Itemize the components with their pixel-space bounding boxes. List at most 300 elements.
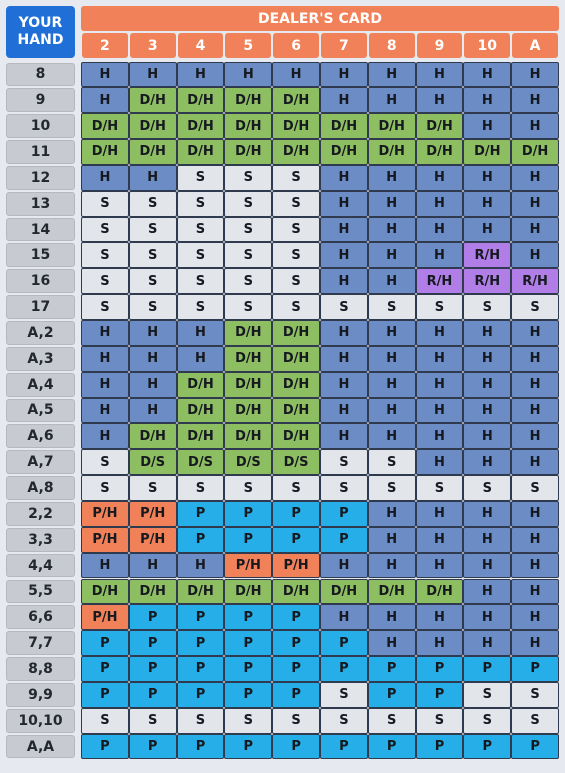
dealer-card-7: 7 [321,33,367,58]
strategy-cell: H [81,553,129,579]
strategy-cell: D/H [272,346,320,372]
strategy-cell: P [224,656,272,682]
strategy-cell: P [511,734,559,760]
strategy-cell: H [81,398,129,424]
strategy-cell: H [81,320,129,346]
strategy-cell: D/H [320,139,368,165]
strategy-cell: H [368,630,416,656]
strategy-cell: S [224,217,272,243]
strategy-cell: D/S [224,449,272,475]
strategy-cell: H [320,217,368,243]
strategy-cell: D/H [177,87,225,113]
strategy-cell: D/H [224,579,272,605]
strategy-cell: H [511,191,559,217]
strategy-cell: D/H [272,87,320,113]
strategy-cell: P [177,501,225,527]
strategy-cell: P/H [81,527,129,553]
strategy-cell: S [320,708,368,734]
hand-label-16: 16 [6,269,75,293]
strategy-cell: D/H [129,579,177,605]
strategy-cell: P [129,656,177,682]
strategy-cell: P [320,501,368,527]
strategy-cell: H [224,62,272,88]
strategy-cell: H [463,165,511,191]
strategy-cell: P [177,656,225,682]
strategy-cell: H [320,62,368,88]
strategy-cell: S [368,294,416,320]
strategy-cell: D/H [224,139,272,165]
dealer-card-8: 8 [369,33,415,58]
strategy-cell: D/H [416,579,464,605]
strategy-cell: S [129,475,177,501]
strategy-cell: H [463,217,511,243]
strategy-cell: S [177,165,225,191]
strategy-cell: H [416,398,464,424]
strategy-cell: H [177,553,225,579]
strategy-cell: S [177,475,225,501]
strategy-cell: H [463,346,511,372]
strategy-cell: D/H [272,113,320,139]
strategy-cell: D/H [368,139,416,165]
strategy-cell: H [416,604,464,630]
strategy-cell: H [368,398,416,424]
strategy-cell: S [81,191,129,217]
strategy-cell: H [511,423,559,449]
strategy-cell: P [272,527,320,553]
strategy-cell: S [320,682,368,708]
strategy-cell: S [177,708,225,734]
strategy-cell: P [81,630,129,656]
strategy-cell: H [320,423,368,449]
hand-label-10: 10 [6,114,75,138]
strategy-cell: H [463,62,511,88]
strategy-cell: H [368,604,416,630]
strategy-cell: S [224,475,272,501]
strategy-cell: H [511,87,559,113]
strategy-cell: H [129,320,177,346]
strategy-cell: H [177,346,225,372]
dealer-card-A: A [512,33,558,58]
strategy-cell: S [81,708,129,734]
strategy-cell: H [463,113,511,139]
strategy-cell: P [272,501,320,527]
strategy-cell: P [177,527,225,553]
strategy-cell: H [463,630,511,656]
strategy-cell: P [177,682,225,708]
hand-label-A-3: A,3 [6,347,75,371]
strategy-cell: P [129,630,177,656]
strategy-cell: H [320,268,368,294]
strategy-cell: S [272,294,320,320]
strategy-cell: P [129,682,177,708]
strategy-cell: P [81,734,129,760]
strategy-cell: H [463,553,511,579]
strategy-cell: P [416,734,464,760]
dealer-card-5: 5 [225,33,271,58]
strategy-cell: P [368,734,416,760]
strategy-cell: S [272,165,320,191]
strategy-cell: S [511,475,559,501]
strategy-cell: D/H [224,320,272,346]
your-hand-label-line2: HAND [17,32,64,48]
strategy-cell: S [272,475,320,501]
strategy-cell: H [81,372,129,398]
strategy-cell: H [272,62,320,88]
strategy-cell: D/S [272,449,320,475]
strategy-cell: H [81,346,129,372]
strategy-cell: D/H [177,372,225,398]
strategy-cell: S [463,708,511,734]
strategy-cell: P/H [224,553,272,579]
strategy-cell: P [224,501,272,527]
strategy-cell: P [272,682,320,708]
hand-label-A-4: A,4 [6,373,75,397]
strategy-cell: D/H [320,579,368,605]
strategy-cell: R/H [463,268,511,294]
strategy-cell: H [511,113,559,139]
strategy-cell: S [177,217,225,243]
strategy-cell: S [320,294,368,320]
strategy-cell: D/H [224,87,272,113]
strategy-cell: H [416,87,464,113]
strategy-cell: D/H [224,113,272,139]
strategy-cell: H [511,320,559,346]
strategy-cell: P [129,734,177,760]
strategy-cell: H [463,604,511,630]
strategy-cell: H [81,87,129,113]
strategy-cell: S [81,449,129,475]
strategy-cell: S [224,242,272,268]
strategy-cell: H [368,87,416,113]
dealer-card-10: 10 [464,33,510,58]
strategy-cell: H [463,579,511,605]
strategy-cell: S [511,708,559,734]
hand-label-13: 13 [6,192,75,216]
strategy-cell: H [511,579,559,605]
strategy-cell: H [177,320,225,346]
strategy-cell: P [177,630,225,656]
strategy-cell: D/H [416,139,464,165]
strategy-cell: S [272,191,320,217]
strategy-cell: D/H [177,423,225,449]
strategy-cell: D/H [463,139,511,165]
strategy-cell: S [129,217,177,243]
strategy-cell: P [224,604,272,630]
strategy-cell: S [320,449,368,475]
strategy-cell: H [463,320,511,346]
strategy-cell: P [129,604,177,630]
strategy-cell: H [320,320,368,346]
strategy-cell: H [511,630,559,656]
strategy-cell: D/H [272,398,320,424]
strategy-cell: S [129,268,177,294]
strategy-cell: H [511,527,559,553]
hand-label-14: 14 [6,218,75,242]
strategy-cell: P [272,656,320,682]
hand-label-12: 12 [6,166,75,190]
hand-label-8-8: 8,8 [6,657,75,681]
hand-label-8: 8 [6,63,75,87]
strategy-cell: H [368,62,416,88]
strategy-cell: P [224,734,272,760]
strategy-cell: D/H [224,398,272,424]
hand-label-4-4: 4,4 [6,554,75,578]
hand-label-15: 15 [6,243,75,267]
strategy-cell: H [416,527,464,553]
strategy-cell: R/H [416,268,464,294]
strategy-cell: P/H [129,527,177,553]
hand-label-2-2: 2,2 [6,502,75,526]
your-hand-label-line1: YOUR [18,15,63,31]
strategy-cell: S [81,294,129,320]
strategy-cell: D/H [129,423,177,449]
strategy-cell: H [416,62,464,88]
strategy-cell: H [320,242,368,268]
strategy-cell: D/H [224,372,272,398]
hand-label-5-5: 5,5 [6,580,75,604]
strategy-cell: D/H [177,139,225,165]
strategy-cell: P [320,656,368,682]
strategy-cell: H [416,320,464,346]
strategy-cell: H [129,62,177,88]
strategy-cell: S [272,268,320,294]
strategy-cell: S [416,475,464,501]
strategy-cell: H [511,165,559,191]
strategy-cell: S [368,449,416,475]
strategy-cell: H [368,372,416,398]
strategy-cell: H [129,165,177,191]
strategy-cell: H [368,242,416,268]
strategy-cell: D/H [224,346,272,372]
hand-label-A-8: A,8 [6,476,75,500]
hand-label-A-5: A,5 [6,399,75,423]
strategy-cell: H [511,62,559,88]
strategy-cell: S [224,708,272,734]
strategy-cell: P [320,734,368,760]
strategy-cell: P [320,527,368,553]
strategy-cell: H [320,346,368,372]
strategy-cell: P [224,527,272,553]
strategy-cell: H [463,398,511,424]
strategy-cell: H [416,165,464,191]
strategy-cell: P/H [81,604,129,630]
strategy-cell: S [129,294,177,320]
strategy-cell: H [511,398,559,424]
strategy-cell: H [416,346,464,372]
dealer-card-2: 2 [82,33,128,58]
strategy-cell: R/H [463,242,511,268]
strategy-cell: D/H [368,579,416,605]
strategy-cell: H [416,372,464,398]
strategy-cell: H [463,501,511,527]
strategy-cell: S [224,191,272,217]
strategy-cell: H [81,165,129,191]
hand-label-6-6: 6,6 [6,605,75,629]
strategy-cell: H [368,553,416,579]
strategy-cell: D/H [272,139,320,165]
hand-label-9-9: 9,9 [6,683,75,707]
strategy-cell: P [416,656,464,682]
strategy-cell: S [416,708,464,734]
strategy-cell: P [272,734,320,760]
strategy-cell: S [320,475,368,501]
strategy-cell: H [511,501,559,527]
strategy-cell: S [129,242,177,268]
hand-label-10-10: 10,10 [6,709,75,733]
strategy-cell: H [320,553,368,579]
strategy-cell: H [368,320,416,346]
strategy-cell: H [81,423,129,449]
strategy-cell: P [177,604,225,630]
hand-label-A-2: A,2 [6,321,75,345]
strategy-cell: H [129,553,177,579]
strategy-cell: S [177,268,225,294]
strategy-cell: H [368,423,416,449]
strategy-cell: H [511,372,559,398]
strategy-cell: S [272,708,320,734]
strategy-cell: S [272,217,320,243]
strategy-cell: S [81,475,129,501]
strategy-cell: D/H [416,113,464,139]
strategy-cell: S [224,294,272,320]
strategy-cell: D/H [129,113,177,139]
strategy-cell: D/H [129,139,177,165]
your-hand-header [6,6,75,58]
strategy-cell: H [416,423,464,449]
strategy-cell: H [320,398,368,424]
strategy-cell: H [463,423,511,449]
strategy-cell: H [368,346,416,372]
strategy-cell: S [368,475,416,501]
dealer-card-6: 6 [273,33,319,58]
strategy-cell: D/H [81,113,129,139]
strategy-cell: P [368,682,416,708]
strategy-cell: H [368,527,416,553]
strategy-cell: D/H [320,113,368,139]
hand-label-7-7: 7,7 [6,631,75,655]
strategy-cell: D/H [177,398,225,424]
strategy-cell: S [177,242,225,268]
strategy-cell: H [81,62,129,88]
strategy-cell: H [416,242,464,268]
strategy-cell: H [368,501,416,527]
strategy-cell: H [416,501,464,527]
strategy-cell: H [368,268,416,294]
strategy-cell: S [81,242,129,268]
strategy-cell: H [129,398,177,424]
strategy-cell: P [81,656,129,682]
strategy-cell: H [320,191,368,217]
hand-label-11: 11 [6,140,75,164]
strategy-cell: D/H [129,87,177,113]
strategy-cell: H [463,527,511,553]
strategy-cell: H [511,604,559,630]
strategy-cell: S [224,165,272,191]
hand-label-A-A: A,A [6,735,75,759]
hand-label-3-3: 3,3 [6,528,75,552]
strategy-cell: D/H [81,139,129,165]
strategy-cell: H [416,449,464,475]
strategy-cell: D/H [224,423,272,449]
strategy-cell: H [368,217,416,243]
strategy-cell: H [368,191,416,217]
strategy-cell: H [320,165,368,191]
strategy-cell: S [129,191,177,217]
strategy-cell: H [129,346,177,372]
strategy-cell: P/H [272,553,320,579]
strategy-cell: D/S [177,449,225,475]
strategy-cell: R/H [511,268,559,294]
strategy-cell: H [177,62,225,88]
dealer-card-9: 9 [417,33,463,58]
strategy-cell: H [129,372,177,398]
strategy-cell: P [368,656,416,682]
strategy-cell: H [416,217,464,243]
strategy-cell: S [224,268,272,294]
strategy-cell: S [129,708,177,734]
strategy-cell: H [416,553,464,579]
strategy-cell: H [511,217,559,243]
strategy-cell: H [463,372,511,398]
dealer-card-header: DEALER'S CARD [81,6,559,31]
strategy-cell: H [511,346,559,372]
strategy-cell: D/H [511,139,559,165]
strategy-cell: D/H [272,579,320,605]
strategy-cell: H [511,553,559,579]
strategy-cell: H [511,242,559,268]
strategy-cell: H [320,372,368,398]
hand-label-A-6: A,6 [6,424,75,448]
dealer-card-3: 3 [130,33,176,58]
strategy-cell: H [463,87,511,113]
strategy-cell: P [81,682,129,708]
strategy-cell: P [416,682,464,708]
strategy-cell: S [511,294,559,320]
strategy-cell: H [320,87,368,113]
strategy-cell: H [463,191,511,217]
strategy-cell: H [368,165,416,191]
strategy-cell: S [416,294,464,320]
hand-label-A-7: A,7 [6,450,75,474]
strategy-cell: S [463,294,511,320]
strategy-cell: D/H [272,423,320,449]
strategy-cell: H [416,630,464,656]
strategy-cell: P/H [81,501,129,527]
strategy-cell: P [463,734,511,760]
strategy-cell: H [320,604,368,630]
strategy-cell: D/H [81,579,129,605]
strategy-cell: P [224,630,272,656]
hand-label-9: 9 [6,88,75,112]
strategy-cell: S [177,294,225,320]
strategy-cell: S [463,475,511,501]
strategy-cell: P [272,604,320,630]
strategy-cell: S [272,242,320,268]
strategy-cell: D/H [177,579,225,605]
strategy-cell: S [81,217,129,243]
strategy-cell: P [511,656,559,682]
strategy-cell: H [416,191,464,217]
strategy-cell: S [463,682,511,708]
strategy-cell: D/H [272,320,320,346]
strategy-cell: D/H [272,372,320,398]
strategy-cell: D/S [129,449,177,475]
strategy-cell: D/H [177,113,225,139]
strategy-cell: H [511,449,559,475]
strategy-cell: S [177,191,225,217]
strategy-cell: P [177,734,225,760]
dealer-card-4: 4 [178,33,224,58]
